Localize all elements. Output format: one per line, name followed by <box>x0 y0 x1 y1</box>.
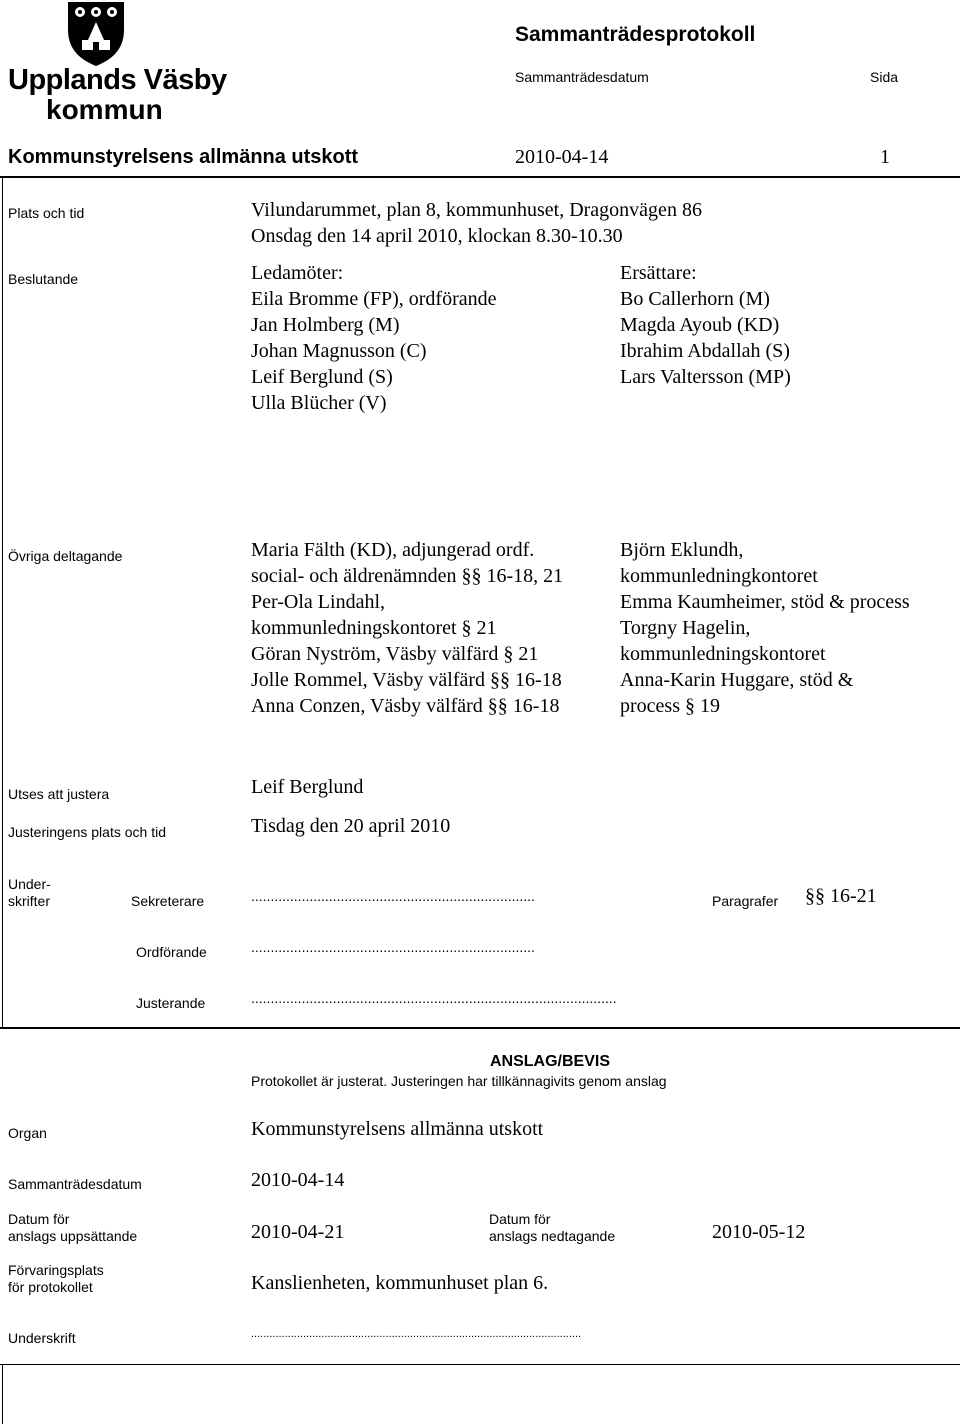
list-item: Emma Kaumheimer, stöd & process <box>620 591 910 613</box>
list-item: kommunledningskontoret <box>620 643 826 665</box>
list-item: Leif Berglund (S) <box>251 366 393 388</box>
substitutes-list <box>620 260 791 390</box>
left-border <box>2 176 3 1028</box>
adjuster-name: Leif Berglund <box>251 776 364 798</box>
notice-divider <box>0 1027 960 1029</box>
secretary-label: Sekreterare <box>131 893 205 909</box>
place-label: Plats och tid <box>8 205 85 221</box>
adjustment-time: Tisdag den 20 april 2010 <box>251 815 451 837</box>
list-item: Johan Magnusson (C) <box>251 340 427 362</box>
document-type: Sammanträdesprotokoll <box>515 23 756 46</box>
notice-date-label: Sammanträdesdatum <box>8 1176 142 1192</box>
removed-label-line-1: Datum för <box>489 1211 551 1227</box>
organ-value: Kommunstyrelsens allmänna utskott <box>251 1118 544 1140</box>
paragraphs-label: Paragrafer <box>712 893 779 909</box>
members-heading: Ledamöter: <box>251 262 344 284</box>
logo-text: Upplands Väsby <box>8 64 227 96</box>
adjustment-time-label: Justeringens plats och tid <box>8 824 166 840</box>
date-label: Sammanträdesdatum <box>515 69 649 85</box>
decision-makers-label: Beslutande <box>8 271 79 287</box>
secretary-signature-line: ......................................................................... <box>251 888 535 904</box>
chair-label: Ordförande <box>136 944 207 960</box>
bottom-left-border <box>2 1364 3 1424</box>
posted-date: 2010-04-21 <box>251 1221 345 1243</box>
bottom-divider <box>0 1364 960 1365</box>
place-line-1: Vilundarummet, plan 8, kommunhuset, Dragonvägen 86 <box>251 199 702 221</box>
list-item: Anna Conzen, Väsby välfärd §§ 16-18 <box>251 695 560 717</box>
substitutes-heading: Ersättare: <box>620 262 697 284</box>
adjuster-signature-label: Justerande <box>136 995 206 1011</box>
storage-label-line-1: Förvaringsplats <box>8 1262 104 1278</box>
list-item: Eila Bromme (FP), ordförande <box>251 288 497 310</box>
others-label: Övriga deltagande <box>8 548 123 564</box>
storage-value: Kanslienheten, kommunhuset plan 6. <box>251 1272 549 1294</box>
chair-signature-line: ......................................................................... <box>251 939 535 955</box>
list-item: Magda Ayoub (KD) <box>620 314 780 336</box>
notice-subtitle: Protokollet är justerat. Justeringen har tillkännagivits genom anslag <box>251 1073 667 1089</box>
page-label: Sida <box>870 69 899 85</box>
list-item: kommunledningskontoret § 21 <box>251 617 497 639</box>
list-item: Björn Eklundh, <box>620 539 744 561</box>
list-item: Lars Valtersson (MP) <box>620 366 791 388</box>
meeting-date: 2010-04-14 <box>515 146 609 168</box>
list-item: Ulla Blücher (V) <box>251 392 387 414</box>
adjuster-label: Utses att justera <box>8 786 110 802</box>
signature-label: Underskrift <box>8 1330 76 1346</box>
posted-label-line-2: anslags uppsättande <box>8 1228 138 1244</box>
members-list <box>251 260 497 416</box>
list-item: Jolle Rommel, Väsby välfärd §§ 16-18 <box>251 669 562 691</box>
coat-of-arms-icon <box>66 0 126 68</box>
signatures-label-line-2: skrifter <box>8 893 50 909</box>
removed-date: 2010-05-12 <box>712 1221 806 1243</box>
notice-date: 2010-04-14 <box>251 1169 345 1191</box>
municipality-logo <box>8 0 227 125</box>
logo-subtext: kommun <box>46 94 163 125</box>
committee-title: Kommunstyrelsens allmänna utskott <box>8 146 359 168</box>
list-item: Göran Nyström, Väsby välfärd § 21 <box>251 643 539 665</box>
adjuster-signature-line: .............................................................................................. <box>251 990 617 1006</box>
notice-title: ANSLAG/BEVIS <box>490 1053 611 1070</box>
organ-label: Organ <box>8 1125 47 1141</box>
list-item: Torgny Hagelin, <box>620 617 751 639</box>
list-item: Ibrahim Abdallah (S) <box>620 340 790 362</box>
header-divider <box>0 176 960 178</box>
page-number: 1 <box>880 146 890 168</box>
list-item: social- och äldrenämnden §§ 16-18, 21 <box>251 565 564 587</box>
list-item: Anna-Karin Huggare, stöd & <box>620 669 854 691</box>
signature-line: ............................................................................................................ <box>251 1328 582 1340</box>
others-column-2 <box>620 537 910 719</box>
others-column-1 <box>251 537 563 719</box>
list-item: kommunledningkontoret <box>620 565 818 587</box>
list-item: Maria Fälth (KD), adjungerad ordf. <box>251 539 535 561</box>
list-item: Jan Holmberg (M) <box>251 314 400 336</box>
signatures-label-line-1: Under- <box>8 876 51 892</box>
list-item: Per-Ola Lindahl, <box>251 591 386 613</box>
paragraphs-value: §§ 16-21 <box>805 885 877 907</box>
posted-label-line-1: Datum för <box>8 1211 70 1227</box>
removed-label-line-2: anslags nedtagande <box>489 1228 616 1244</box>
list-item: Bo Callerhorn (M) <box>620 288 770 310</box>
place-line-2: Onsdag den 14 april 2010, klockan 8.30-10.30 <box>251 225 623 247</box>
storage-label-line-2: för protokollet <box>8 1279 93 1295</box>
list-item: process § 19 <box>620 695 720 717</box>
